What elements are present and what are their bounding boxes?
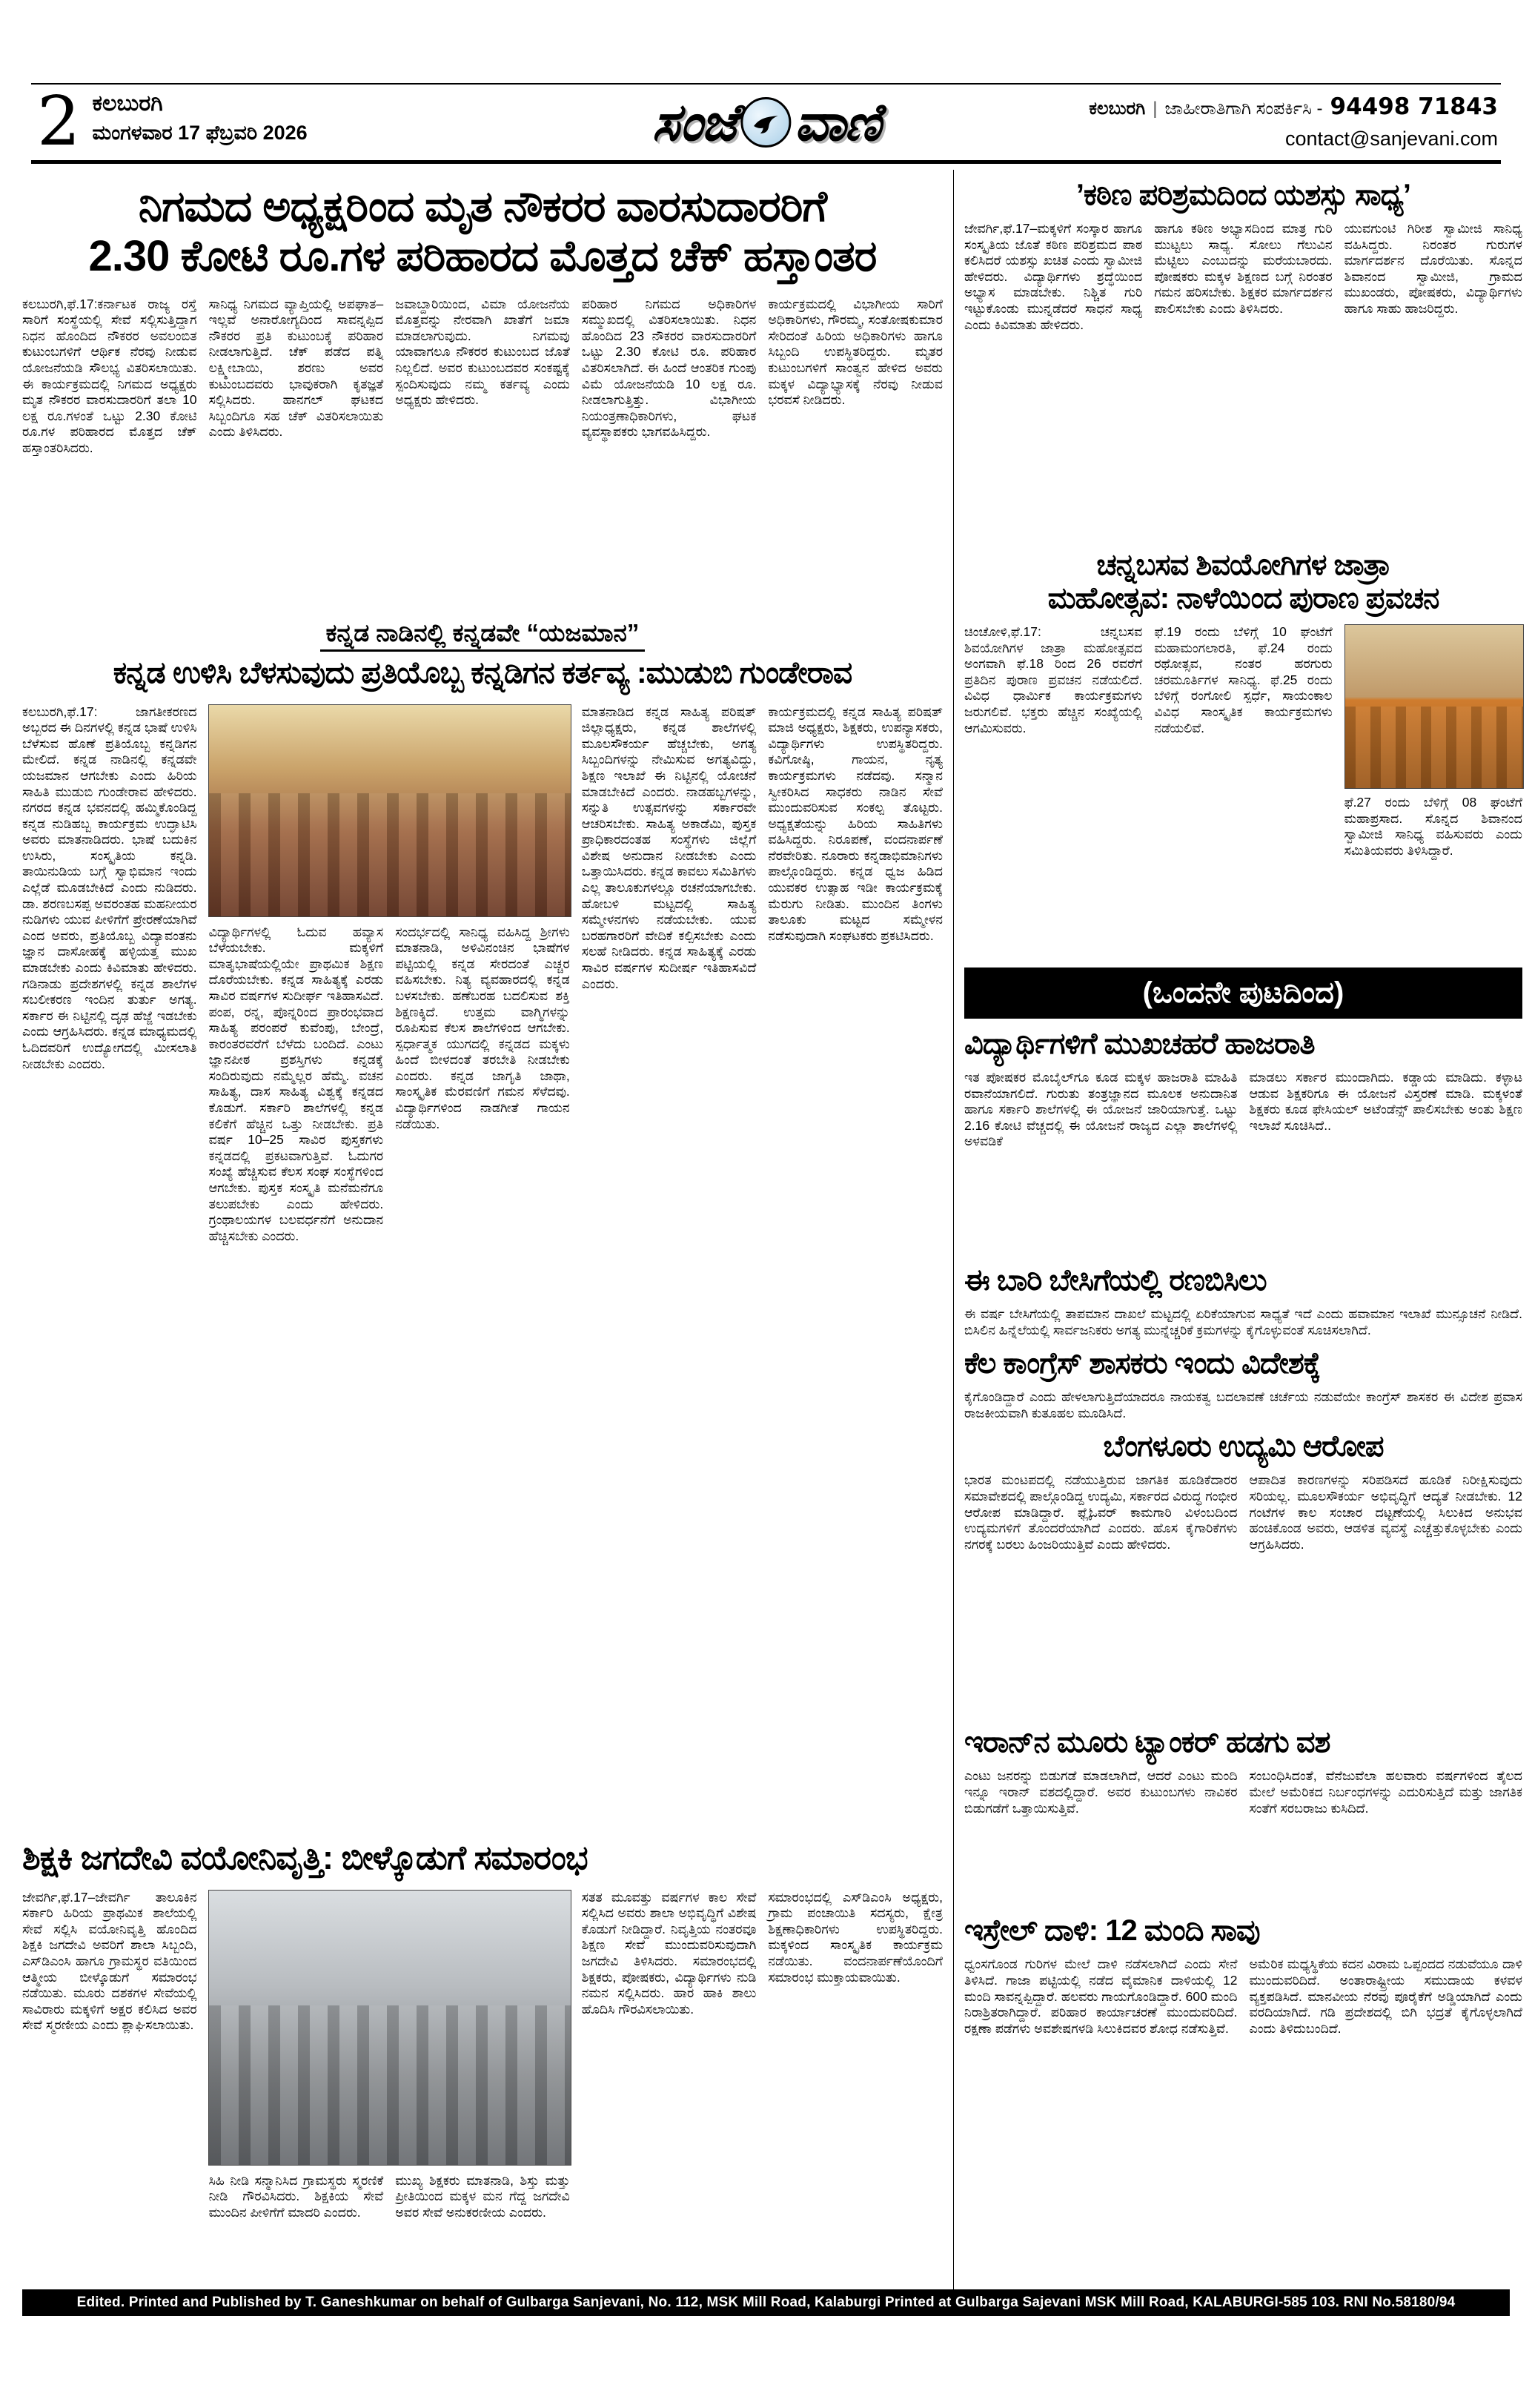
- article-success-body: [964, 221, 1522, 540]
- article-summer: [964, 1264, 1522, 1338]
- logo-text-right: ವಾಣಿ: [794, 93, 881, 151]
- article-column: ಜೇವರ್ಗಿ,ಫೆ.17–ಜೇವರ್ಗಿ ತಾಲೂಕಿನ ಸರ್ಕಾರಿ ಹಿರಿಯ ಪ್ರಾಥಮಿಕ ಶಾಲೆಯಲ್ಲಿ ಸೇವೆ ಸಲ್ಲಿಸಿ ವಯೋನಿವೃತ್ತಿ ಹೊಂದಿದ ಶಿಕ್ಷಕಿ ಜಗದೇವಿ ಅವರಿಗೆ ಶಾಲಾ ಸಿಬ್ಬಂದಿ, ಎಸ್‌ಡಿಎಂಸಿ ಹಾಗೂ ಗ್ರಾಮಸ್ಥರ ವತಿಯಿಂದ ಆತ್ಮೀಯ ಬೀಳ್ಕೊಡುಗೆ ಸಮಾರಂಭ ನಡೆಯಿತು. ಮೂರು ದಶಕಗಳ ಸೇವೆಯಲ್ಲಿ ಸಾವಿರಾರು ಮಕ್ಕಳಿಗೆ ಅಕ್ಷರ ಕಲಿಸಿದ ಅವರ ಸೇವೆ ಸ್ಮರಣೀಯ ಎಂದು ಶ್ಲಾಘಿಸಲಾಯಿತು.: [22, 1889, 197, 2033]
- article-compensation: [22, 182, 943, 597]
- article-attendance-body: [964, 1070, 1522, 1255]
- article-column: ಎಂಟು ಜನರನ್ನು ಬಿಡುಗಡೆ ಮಾಡಲಾಗಿದೆ, ಆದರೆ ಎಂಟು ಮಂದಿ ಇನ್ನೂ ಇರಾನ್ ವಶದಲ್ಲಿದ್ದಾರೆ. ಅವರ ಕುಟುಂಬಗಳು ನಾವಿಕರ ಬಿಡುಗಡೆಗೆ ಒತ್ತಾಯಿಸುತ್ತಿವೆ.: [964, 1768, 1238, 1816]
- headline-line-2: 2.30 ಕೋಟಿ ರೂ.ಗಳ ಪರಿಹಾರದ ಮೊತ್ತದ ಚೆಕ್ ಹಸ್ತಾಂತರ: [88, 232, 877, 281]
- masthead-left: [37, 82, 308, 161]
- article-column-with-photo: ಫೆ.27 ರಂದು ಬೆಳಿಗ್ಗೆ 08 ಘಂಟೆಗೆ ಮಹಾಪ್ರಸಾದ. ಸೊನ್ನದ ಶಿವಾನಂದ ಸ್ವಾಮೀಜಿ ಸಾನಿಧ್ಯ ವಹಿಸುವರು ಎಂದು ಸಮಿತಿಯವರು ತಿಳಿಸಿದ್ದಾರೆ.: [1344, 624, 1522, 954]
- article-success: [964, 179, 1522, 540]
- article-kannada-kicker: ಕನ್ನಡ ನಾಡಿನಲ್ಲಿ ಕನ್ನಡವೇ “ಯಜಮಾನ”: [22, 619, 943, 648]
- article-column: ಸಂಬಂಧಿಸಿದಂತೆ, ವೆನೆಜುವೆಲಾ ಹಲವಾರು ವರ್ಷಗಳಿಂದ ತೈಲದ ಮೇಲೆ ಅಮೆರಿಕದ ನಿರ್ಬಂಧಗಳನ್ನು ಎದುರಿಸುತ್ತಿದೆ ಮತ್ತು ಜಾಗತಿಕ ಸಂತೆಗೆ ಸರಬರಾಜು ಕುಸಿದಿದೆ.: [1249, 1768, 1522, 1816]
- article-column: ಮುಖ್ಯ ಶಿಕ್ಷಕರು ಮಾತನಾಡಿ, ಶಿಸ್ತು ಮತ್ತು ಪ್ರೀತಿಯಿಂದ ಮಕ್ಕಳ ಮನ ಗೆದ್ದ ಜಗದೇವಿ ಅವರ ಸೇವೆ ಅನುಕರಣೀಯ ಎಂದರು.: [395, 2172, 570, 2220]
- article-summer-headline: ಈ ಬಾರಿ ಬೇಸಿಗೆಯಲ್ಲಿ ರಣಬಿಸಿಲು: [964, 1264, 1267, 1297]
- article-bengaluru: [964, 1430, 1522, 1717]
- article-iran-body: [964, 1768, 1522, 1905]
- article-compensation-body: [22, 297, 943, 597]
- article-kannada-photo: [208, 704, 571, 917]
- contact-line: [1089, 93, 1498, 120]
- article-column: ಕಲಬುರಗಿ,ಫೆ.17:ಕರ್ನಾಟಕ ರಾಜ್ಯ ರಸ್ತೆ ಸಾರಿಗೆ ಸಂಸ್ಥೆಯಲ್ಲಿ ಸೇವೆ ಸಲ್ಲಿಸುತ್ತಿದ್ದಾಗ ನಿಧನ ಹೊಂದಿದ ನೌಕರರ ಅವಲಂಬಿತ ಕುಟುಂಬಗಳಿಗೆ ಆರ್ಥಿಕ ನೆರವು ನೀಡುವ ಯೋಜನೆಯಡಿ ಸೌಲಭ್ಯ ವಿತರಿಸಲಾಯಿತು. ಈ ಕಾರ್ಯಕ್ರಮದಲ್ಲಿ ನಿಗಮದ ಅಧ್ಯಕ್ಷರು ಮೃತ ನೌಕರರ ವಾರಸುದಾರರಿಗೆ ತಲಾ 10 ಲಕ್ಷ ರೂ.ಗಳಂತೆ ಒಟ್ಟು 2.30 ಕೋಟಿ ರೂ.ಗಳ ಪರಿಹಾರದ ಮೊತ್ತದ ಚೆಕ್ ಹಸ್ತಾಂತರಿಸಿದರು.: [22, 296, 197, 455]
- article-jatra-photo: [1344, 624, 1524, 789]
- contact-city: ಕಲಬುರಗಿ: [1089, 99, 1146, 119]
- article-column: ಮಾಡಲು ಸರ್ಕಾರ ಮುಂದಾಗಿದು. ಕಡ್ಡಾಯ ಮಾಡಿದು. ಕಳ್ಳಾಟ ಆಡುವ ಶಿಕ್ಷಕರಿಗೂ ಈ ಯೋಜನೆ ವಿಸ್ತರಣೆ ಮಾಡಿ. ಮಕ್ಕಳಂತೆ ಶಿಕ್ಷಕರು ಕೂಡ ಫೇಸಿಯಲ್ ಅಟೆಂಡೆನ್ಸ್ ಪಾಲಿಸಬೇಕು ಅಂತು ಶಿಕ್ಷಣ ಇಲಾಖೆ ಸೂಚಿಸಿದೆ..: [1249, 1070, 1522, 1133]
- article-column: ಸಂದರ್ಭದಲ್ಲಿ ಸಾನಿಧ್ಯ ವಹಿಸಿದ್ದ ಶ್ರೀಗಳು ಮಾತನಾಡಿ, ಅಳಿವಿನಂಚಿನ ಭಾಷೆಗಳ ಪಟ್ಟಿಯಲ್ಲಿ ಕನ್ನಡ ಸೇರದಂತೆ ಎಚ್ಚರ ವಹಿಸಬೇಕು. ನಿತ್ಯ ವ್ಯವಹಾರದಲ್ಲಿ ಕನ್ನಡ ಬಳಸಬೇಕು. ಹಣೆಬರಹ ಬದಲಿಸುವ ಶಕ್ತಿ ಶಿಕ್ಷಣಕ್ಕಿದೆ. ಉತ್ತಮ ವಾಗ್ಮಿಗಳನ್ನು ರೂಪಿಸುವ ಕೆಲಸ ಶಾಲೆಗಳಿಂದ ಆಗಬೇಕು. ಸ್ಪರ್ಧಾತ್ಮಕ ಯುಗದಲ್ಲಿ ಕನ್ನಡದ ಮಕ್ಕಳು ಹಿಂದೆ ಬೀಳದಂತೆ ತರಬೇತಿ ನೀಡಬೇಕು ಎಂದರು. ಕನ್ನಡ ಜಾಗೃತಿ ಜಾಥಾ, ಸಾಂಸ್ಕೃತಿಕ ಮೆರವಣಿಗೆ ಗಮನ ಸೆಳೆದವು. ವಿದ್ಯಾರ್ಥಿಗಳಿಂದ ನಾಡಗೀತೆ ಗಾಯನ ನಡೆಯಿತು.: [395, 924, 570, 1131]
- article-retirement: [22, 1839, 943, 2316]
- article-bengaluru-body: [964, 1472, 1522, 1717]
- article-column: ವಿದ್ಯಾರ್ಥಿಗಳಲ್ಲಿ ಓದುವ ಹವ್ಯಾಸ ಬೆಳೆಯಬೇಕು. ಮಕ್ಕಳಿಗೆ ಮಾತೃಭಾಷೆಯಲ್ಲಿಯೇ ಪ್ರಾಥಮಿಕ ಶಿಕ್ಷಣ ದೊರೆಯಬೇಕು. ಕನ್ನಡ ಸಾಹಿತ್ಯಕ್ಕೆ ಎರಡು ಸಾವಿರ ವರ್ಷಗಳ ಸುದೀರ್ಘ ಇತಿಹಾಸವಿದೆ. ಪಂಪ, ರನ್ನ, ಪೊನ್ನರಿಂದ ಪ್ರಾರಂಭವಾದ ಸಾಹಿತ್ಯ ಪರಂಪರೆ ಕುವೆಂಪು, ಬೇಂದ್ರೆ, ಕಾರಂತರವರೆಗೆ ಬೆಳೆದು ಬಂದಿದೆ. ಎಂಟು ಜ್ಞಾನಪೀಠ ಪ್ರಶಸ್ತಿಗಳು ಕನ್ನಡಕ್ಕೆ ಸಂದಿರುವುದು ನಮ್ಮೆಲ್ಲರ ಹೆಮ್ಮೆ. ವಚನ ಸಾಹಿತ್ಯ, ದಾಸ ಸಾಹಿತ್ಯ ವಿಶ್ವಕ್ಕೆ ಕನ್ನಡದ ಕೊಡುಗೆ. ಸರ್ಕಾರಿ ಶಾಲೆಗಳಲ್ಲಿ ಕನ್ನಡ ಕಲಿಕೆಗೆ ಹೆಚ್ಚಿನ ಒತ್ತು ನೀಡಬೇಕು. ಪ್ರತಿ ವರ್ಷ 10–25 ಸಾವಿರ ಪುಸ್ತಕಗಳು ಕನ್ನಡದಲ್ಲಿ ಪ್ರಕಟವಾಗುತ್ತಿವೆ. ಓದುಗರ ಸಂಖ್ಯೆ ಹೆಚ್ಚಿಸುವ ಕೆಲಸ ಸಂಘ ಸಂಸ್ಥೆಗಳಿಂದ ಆಗಬೇಕು. ಪುಸ್ತಕ ಸಂಸ್ಕೃತಿ ಮನೆಮನೆಗೂ ತಲುಪಬೇಕು ಎಂದು ಹೇಳಿದರು. ಗ್ರಂಥಾಲಯಗಳ ಬಲವರ್ಧನೆಗೆ ಅನುದಾನ ಹೆಚ್ಚಿಸಬೇಕು ಎಂದರು.: [208, 924, 384, 1243]
- article-column: ಜವಾಬ್ದಾರಿಯಿಂದ, ವಿಮಾ ಯೋಜನೆಯ ಮೊತ್ತವನ್ನು ನೇರವಾಗಿ ಖಾತೆಗೆ ಜಮಾ ಮಾಡಲಾಗುವುದು. ನಿಗಮವು ಯಾವಾಗಲೂ ನೌಕರರ ಕುಟುಂಬದ ಜೊತೆ ನಿಲ್ಲಲಿದೆ. ಅವರ ಕುಟುಂಬದವರ ಸಂಕಷ್ಟಕ್ಕೆ ಸ್ಪಂದಿಸುವುದು ನಮ್ಮ ಕರ್ತವ್ಯ ಎಂದು ಅಧ್ಯಕ್ಷರು ಹೇಳಿದರು.: [395, 296, 570, 408]
- headline-line-1: ನಿಗಮದ ಅಧ್ಯಕ್ಷರಿಂದ ಮೃತ ನೌಕರರ ವಾರಸುದಾರರಿಗೆ: [138, 182, 827, 231]
- logo-text-left: ಸಂಜೆ: [651, 93, 737, 151]
- article-jatra-headline: [964, 549, 1522, 615]
- article-jatra: [964, 549, 1522, 954]
- contact-phone: 94498 71843: [1330, 93, 1498, 120]
- article-kannada: [22, 619, 943, 1816]
- article-attendance-headline: ವಿದ್ಯಾರ್ಥಿಗಳಿಗೆ ಮುಖಚಹರೆ ಹಾಜರಾತಿ: [964, 1028, 1315, 1060]
- edition-date: ಮಂಗಳವಾರ 17 ಫೆಬ್ರವರಿ 2026: [92, 122, 308, 144]
- bird-icon: [740, 97, 791, 148]
- newspaper-logo: [651, 93, 881, 151]
- contact-separator: |: [1153, 99, 1158, 119]
- page-number: 2: [37, 82, 81, 161]
- article-iran-headline: ಇರಾನ್‌ನ ಮೂರು ಟ್ಯಾಂಕರ್ ಹಡಗು ವಶ: [964, 1726, 1330, 1759]
- article-success-headline: ’ಕಠಿಣ ಪರಿಶ್ರಮದಿಂದ ಯಶಸ್ಸು ಸಾಧ್ಯ’: [1075, 179, 1411, 211]
- top-margin: [0, 0, 1532, 83]
- masthead-contact: [1089, 93, 1498, 150]
- article-jatra-body: [964, 624, 1522, 954]
- article-retirement-photo: [208, 1890, 571, 2166]
- from-page-one-bar: (ಒಂದನೇ ಪುಟದಿಂದ): [964, 968, 1522, 1019]
- article-column: ಮಾತನಾಡಿದ ಕನ್ನಡ ಸಾಹಿತ್ಯ ಪರಿಷತ್ ಜಿಲ್ಲಾಧ್ಯಕ್ಷರು, ಕನ್ನಡ ಶಾಲೆಗಳಲ್ಲಿ ಮೂಲಸೌಕರ್ಯ ಹೆಚ್ಚಬೇಕು, ಅಗತ್ಯ ಸಿಬ್ಬಂದಿಗಳನ್ನು ನೇಮಿಸುವ ಅಗತ್ಯವಿದ್ದು, ಶಿಕ್ಷಣ ಇಲಾಖೆ ಈ ನಿಟ್ಟಿನಲ್ಲಿ ಯೋಚನೆ ಮಾಡಬೇಕಿದೆ ಎಂದರು. ನಾಡಹಬ್ಬಗಳನ್ನು, ಸನ್ನುತಿ ಉತ್ಸವಗಳನ್ನು ಸರ್ಕಾರವೇ ಆಚರಿಸಬೇಕು. ಸಾಹಿತ್ಯ ಅಕಾಡೆಮಿ, ಪುಸ್ತಕ ಪ್ರಾಧಿಕಾರದಂತಹ ಸಂಸ್ಥೆಗಳು ಜಿಲ್ಲೆಗೆ ವಿಶೇಷ ಅನುದಾನ ನೀಡಬೇಕು ಎಂದು ಒತ್ತಾಯಿಸಿದರು. ಕನ್ನಡ ಕಾವಲು ಸಮಿತಿಗಳು ಎಲ್ಲ ತಾಲೂಕುಗಳಲ್ಲೂ ರಚನೆಯಾಗಬೇಕು. ಹೋಬಳಿ ಮಟ್ಟದಲ್ಲಿ ಸಾಹಿತ್ಯ ಸಮ್ಮೇಳನಗಳು ನಡೆಯಬೇಕು. ಯುವ ಬರಹಗಾರರಿಗೆ ವೇದಿಕೆ ಕಲ್ಪಿಸಬೇಕು ಎಂದು ಸಲಹೆ ನೀಡಿದರು. ಕನ್ನಡ ಸಾಹಿತ್ಯಕ್ಕೆ ಎರಡು ಸಾವಿರ ವರ್ಷಗಳ ಸುದೀರ್ಷ ಇತಿಹಾಸವಿದೆ ಎಂದರು.: [581, 704, 757, 991]
- article-bengaluru-headline: ಬೆಂಗಳೂರು ಉದ್ಯಮಿ ಆರೋಪ: [1103, 1430, 1384, 1463]
- article-column: ಪರಿಹಾರ ನಿಗಮದ ಅಧಿಕಾರಿಗಳ ಸಮ್ಮುಖದಲ್ಲಿ ವಿತರಿಸಲಾಯಿತು. ನಿಧನ ಹೊಂದಿದ 23 ನೌಕರರ ವಾರಸುದಾರರಿಗೆ ಒಟ್ಟು 2.30 ಕೋಟಿ ರೂ. ಪರಿಹಾರ ವಿತರಿಸಲಾಗಿದೆ. ಈ ಹಿಂದೆ ಆಂತರಿಕ ಗುಂಪು ವಿಮೆ ಯೋಜನೆಯಡಿ 10 ಲಕ್ಷ ರೂ. ನೀಡಲಾಗುತ್ತಿತ್ತು. ವಿಭಾಗೀಯ ನಿಯಂತ್ರಣಾಧಿಕಾರಿಗಳು, ಘಟಕ ವ್ಯವಸ್ಥಾಪಕರು ಭಾಗವಹಿಸಿದ್ದರು.: [581, 296, 757, 440]
- article-column: ಫೆ.19 ರಂದು ಬೆಳಿಗ್ಗೆ 10 ಘಂಟೆಗೆ ಮಹಾಮಂಗಲಾರತಿ, ಫೆ.24 ರಂದು ರಥೋತ್ಸವ, ನಂತರ ಹರಗುರು ಚರಮೂರ್ತಿಗಳ ಸಾನಿಧ್ಯ. ಫೆ.25 ರಂದು ಬೆಳಿಗ್ಗೆ ರಂಗೋಲಿ ಸ್ಪರ್ಧೆ, ಸಾಯಂಕಾಲ ವಿವಿಧ ಸಾಂಸ್ಕೃತಿಕ ಕಾರ್ಯಕ್ರಮಗಳು ನಡೆಯಲಿವೆ.: [1154, 624, 1333, 735]
- article-israel: [964, 1914, 1522, 2301]
- imprint-bar: Edited. Printed and Published by T. Ganeshkumar on behalf of Gulbarga Sanjevani, No. 112, MSK Mill Road, Kalaburgi Printed at Gulbarga Sajevani MSK Mill Road, KALABURGI-585 103. RNI No.58180/94: [22, 2289, 1510, 2316]
- article-column: ಸಮಾರಂಭದಲ್ಲಿ ಎಸ್‌ಡಿಎಂಸಿ ಅಧ್ಯಕ್ಷರು, ಗ್ರಾಮ ಪಂಚಾಯಿತಿ ಸದಸ್ಯರು, ಕ್ಷೇತ್ರ ಶಿಕ್ಷಣಾಧಿಕಾರಿಗಳು ಉಪಸ್ಥಿತರಿದ್ದರು. ಮಕ್ಕಳಿಂದ ಸಾಂಸ್ಕೃತಿಕ ಕಾರ್ಯಕ್ರಮ ನಡೆಯಿತು. ವಂದನಾರ್ಪಣೆಯೊಂದಿಗೆ ಸಮಾರಂಭ ಮುಕ್ತಾಯವಾಯಿತು.: [768, 1889, 943, 1985]
- left-zone: [22, 170, 953, 2316]
- article-retirement-headline: ಶಿಕ್ಷಕಿ ಜಗದೇವಿ ವಯೋನಿವೃತ್ತಿ: ಬೀಳ್ಕೊಡುಗೆ ಸಮಾರಂಭ: [22, 1838, 588, 1876]
- article-column: ಕಾರ್ಯಕ್ರಮದಲ್ಲಿ ಕನ್ನಡ ಸಾಹಿತ್ಯ ಪರಿಷತ್ ಮಾಜಿ ಅಧ್ಯಕ್ಷರು, ಶಿಕ್ಷಕರು, ಉಪನ್ಯಾಸಕರು, ವಿದ್ಯಾರ್ಥಿಗಳು ಉಪಸ್ಥಿತರಿದ್ದರು. ಕವಿಗೋಷ್ಠಿ, ಗಾಯನ, ನೃತ್ಯ ಕಾರ್ಯಕ್ರಮಗಳು ನಡೆದವು. ಸನ್ಮಾನ ಸ್ವೀಕರಿಸಿದ ಸಾಧಕರು ನಾಡಿನ ಸೇವೆ ಮುಂದುವರಿಸುವ ಸಂಕಲ್ಪ ತೊಟ್ಟರು. ಅಧ್ಯಕ್ಷತೆಯನ್ನು ಹಿರಿಯ ಸಾಹಿತಿಗಳು ವಹಿಸಿದ್ದರು. ನಿರೂಪಣೆ, ವಂದನಾರ್ಪಣೆ ನೆರವೇರಿತು. ನೂರಾರು ಕನ್ನಡಾಭಿಮಾನಿಗಳು ಪಾಲ್ಗೊಂಡಿದ್ದರು. ಕನ್ನಡ ಧ್ವಜ ಹಿಡಿದ ಯುವಕರ ಉತ್ಸಾಹ ಇಡೀ ಕಾರ್ಯಕ್ರಮಕ್ಕೆ ಮೆರುಗು ನೀಡಿತು. ಮುಂದಿನ ತಿಂಗಳು ತಾಲೂಕು ಮಟ್ಟದ ಸಮ್ಮೇಳನ ನಡೆಸುವುದಾಗಿ ಸಂಘಟಕರು ಪ್ರಕಟಿಸಿದರು.: [768, 704, 943, 943]
- article-column: ಆಪಾದಿತ ಕಾರಣಗಳನ್ನು ಸರಿಪಡಿಸದೆ ಹೂಡಿಕೆ ನಿರೀಕ್ಷಿಸುವುದು ಸರಿಯಲ್ಲ. ಮೂಲಸೌಕರ್ಯ ಅಭಿವೃದ್ಧಿಗೆ ಆದ್ಯತೆ ನೀಡಬೇಕು. 12 ಗಂಟೆಗಳ ಕಾಲ ಸಂಚಾರ ದಟ್ಟಣೆಯಲ್ಲಿ ಸಿಲುಕಿದ ಅನುಭವ ಹಂಚಿಕೊಂಡ ಅವರು, ಆಡಳಿತ ವ್ಯವಸ್ಥೆ ಎಚ್ಚೆತ್ತುಕೊಳ್ಳಬೇಕು ಎಂದು ಆಗ್ರಹಿಸಿದರು.: [1249, 1472, 1522, 1552]
- article-column: ಧ್ವಂಸಗೊಂಡ ಗುರಿಗಳ ಮೇಲೆ ದಾಳಿ ನಡೆಸಲಾಗಿದೆ ಎಂದು ಸೇನೆ ತಿಳಿಸಿದೆ. ಗಾಜಾ ಪಟ್ಟಿಯಲ್ಲಿ ನಡೆದ ವೈಮಾನಿಕ ದಾಳಿಯಲ್ಲಿ 12 ಮಂದಿ ಸಾವನ್ನಪ್ಪಿದ್ದಾರೆ. ಹಲವರು ಗಾಯಗೊಂಡಿದ್ದಾರೆ. 600 ಮಂದಿ ನಿರಾಶ್ರಿತರಾಗಿದ್ದಾರೆ. ಪರಿಹಾರ ಕಾರ್ಯಾಚರಣೆ ಮುಂದುವರಿದಿದೆ. ರಕ್ಷಣಾ ಪಡೆಗಳು ಅವಶೇಷಗಳಡಿ ಸಿಲುಕಿದವರ ಶೋಧ ನಡೆಸುತ್ತಿವೆ.: [964, 1956, 1238, 2036]
- article-kannada-body: [22, 704, 943, 1816]
- article-israel-headline: ಇಸ್ರೇಲ್ ದಾಳಿ: 12 ಮಂದಿ ಸಾವು: [964, 1914, 1260, 1948]
- article-column: ಇತ ಪೋಷಕರ ಮೊಬೈಲ್‌ಗೂ ಕೂಡ ಮಕ್ಕಳ ಹಾಜರಾತಿ ಮಾಹಿತಿ ರವಾನೆಯಾಗಲಿದೆ. ಗುರುತು ತಂತ್ರಜ್ಞಾನದ ಮೂಲಕ ಅನುದಾನಿತ ಹಾಗೂ ಸರ್ಕಾರಿ ಶಾಲೆಗಳಲ್ಲಿ ಈ ಯೋಜನೆ ಜಾರಿಯಾಗುತ್ತೆ. ಒಟ್ಟು 2.16 ಕೋಟಿ ವೆಚ್ಚದಲ್ಲಿ ಈ ಯೋಜನೆ ರಾಜ್ಯದ ಎಲ್ಲಾ ಶಾಲೆಗಳಲ್ಲಿ ಅಳವಡಿಕೆ: [964, 1070, 1238, 1149]
- headline-line-2: ಮಹೋತ್ಸವ: ನಾಳೆಯಿಂದ ಪುರಾಣ ಪ್ರವಚನ: [1047, 582, 1439, 615]
- article-column: ಜೇವರ್ಗಿ,ಫೆ.17–ಮಕ್ಕಳಿಗೆ ಸಂಸ್ಕಾರ ಹಾಗೂ ಸಂಸ್ಕೃತಿಯ ಜೊತೆ ಕಠಿಣ ಪರಿಶ್ರಮದ ಪಾಠ ಕಲಿಸಿದರೆ ಯಶಸ್ಸು ಖಚಿತ ಎಂದು ಸ್ವಾಮೀಜಿ ಹೇಳಿದರು. ವಿದ್ಯಾರ್ಥಿಗಳು ಶ್ರದ್ಧೆಯಿಂದ ಅಭ್ಯಾಸ ಮಾಡಬೇಕು. ನಿಶ್ಚಿತ ಗುರಿ ಇಟ್ಟುಕೊಂಡು ಮುನ್ನಡೆದರೆ ಸಾಧನೆ ಸಾಧ್ಯ ಎಂದು ಕಿವಿಮಾತು ಹೇಳಿದರು.: [964, 221, 1143, 332]
- contact-email: contact@sanjevani.com: [1284, 128, 1498, 150]
- city-date-block: [93, 89, 308, 145]
- article-iran: [964, 1726, 1522, 1905]
- article-column: ಕಲಬುರಗಿ,ಫೆ.17: ಜಾಗತೀಕರಣದ ಅಬ್ಬರದ ಈ ದಿನಗಳಲ್ಲಿ ಕನ್ನಡ ಭಾಷೆ ಉಳಿಸಿ ಬೆಳೆಸುವ ಹೊಣೆ ಪ್ರತಿಯೊಬ್ಬ ಕನ್ನಡಿಗನ ಮೇಲಿದೆ. ಕನ್ನಡ ನಾಡಿನಲ್ಲಿ ಕನ್ನಡವೇ ಯಜಮಾನ ಆಗಬೇಕು ಎಂದು ಹಿರಿಯ ಸಾಹಿತಿ ಮುಡುಬಿ ಗುಂಡೇರಾವ ಹೇಳಿದರು. ನಗರದ ಕನ್ನಡ ಭವನದಲ್ಲಿ ಹಮ್ಮಿಕೊಂಡಿದ್ದ ಕನ್ನಡ ನುಡಿಹಬ್ಬ ಕಾರ್ಯಕ್ರಮ ಉದ್ಘಾಟಿಸಿ ಅವರು ಮಾತನಾಡಿದರು. ಭಾಷೆ ಬದುಕಿನ ಉಸಿರು, ಸಂಸ್ಕೃತಿಯ ಕನ್ನಡಿ. ತಾಯಿನುಡಿಯ ಬಗ್ಗೆ ಸ್ವಾಭಿಮಾನ ಇಂದು ಎಲ್ಲೆಡೆ ಮೂಡಬೇಕಿದೆ ಎಂದು ನುಡಿದರು. ಡಾ. ಶರಣಬಸಪ್ಪ ಅವರಂತಹ ಮಹನೀಯರ ನುಡಿಗಳು ಯುವ ಪೀಳಿಗೆಗೆ ಪ್ರೇರಣೆಯಾಗಿವೆ ಎಂದ ಅವರು, ಪ್ರತಿಯೊಬ್ಬ ವಿದ್ಯಾವಂತನು ಜ್ಞಾನ ದಾಸೋಹಕ್ಕೆ ಹಳ್ಳಿಯತ್ತ ಮುಖ ಮಾಡಬೇಕು ಎಂದು ಕಿವಿಮಾತು ಹೇಳಿದರು. ಗಡಿನಾಡು ಪ್ರದೇಶಗಳಲ್ಲಿ ಕನ್ನಡ ಶಾಲೆಗಳ ಸಬಲೀಕರಣ ಇಂದಿನ ತುರ್ತು ಅಗತ್ಯ. ಸರ್ಕಾರ ಈ ನಿಟ್ಟಿನಲ್ಲಿ ದೃಢ ಹೆಜ್ಜೆ ಇಡಬೇಕು ಎಂದು ಆಗ್ರಹಿಸಿದರು. ಕನ್ನಡ ಮಾಧ್ಯಮದಲ್ಲಿ ಓದಿದವರಿಗೆ ಉದ್ಯೋಗದಲ್ಲಿ ಮೀಸಲಾತಿ ನೀಡಬೇಕು ಎಂದರು.: [22, 704, 197, 1071]
- article-israel-body: [964, 1956, 1522, 2301]
- headline-line-1: ಚನ್ನಬಸವ ಶಿವಯೋಗಿಗಳ ಜಾತ್ರಾ: [1096, 549, 1390, 581]
- article-column: ಭಾರತ ಮಂಟಪದಲ್ಲಿ ನಡೆಯುತ್ತಿರುವ ಜಾಗತಿಕ ಹೂಡಿಕೆದಾರರ ಸಮಾವೇಶದಲ್ಲಿ ಪಾಲ್ಗೊಂಡಿದ್ದ ಉದ್ಯಮಿ, ಸರ್ಕಾರದ ವಿರುದ್ಧ ಗಂಭೀರ ಆರೋಪ ಮಾಡಿದ್ದಾರೆ. ಫ್ಲೈಓವರ್ ಕಾಮಗಾರಿ ವಿಳಂಬದಿಂದ ಉದ್ಯಮಗಳಿಗೆ ತೊಂದರೆಯಾಗಿದೆ ಎಂದರು. ಹೊಸ ಕೈಗಾರಿಕೆಗಳು ನಗರಕ್ಕೆ ಬರಲು ಹಿಂಜರಿಯುತ್ತಿವೆ ಎಂದು ಹೇಳಿದರು.: [964, 1472, 1238, 1552]
- article-attendance: [964, 1028, 1522, 1255]
- right-zone: [953, 170, 1522, 2316]
- article-kannada-headline: ಕನ್ನಡ ಉಳಿಸಿ ಬೆಳಸುವುದು ಪ್ರತಿಯೊಬ್ಬ ಕನ್ನಡಿಗನ ಕರ್ತವ್ಯ :ಮುಡುಬಿ ಗುಂಡೇರಾವ: [113, 655, 852, 689]
- article-column: ಅಮೆರಿಕ ಮಧ್ಯಸ್ಥಿಕೆಯ ಕದನ ವಿರಾಮ ಒಪ್ಪಂದದ ನಡುವೆಯೂ ದಾಳಿ ಮುಂದುವರಿದಿದೆ. ಅಂತಾರಾಷ್ಟ್ರೀಯ ಸಮುದಾಯ ಕಳವಳ ವ್ಯಕ್ತಪಡಿಸಿದೆ. ಮಾನವೀಯ ನೆರವು ಪೂರೈಕೆಗೆ ಅಡ್ಡಿಯಾಗಿದೆ ಎಂದು ವರದಿಯಾಗಿದೆ. ಗಡಿ ಪ್ರದೇಶದಲ್ಲಿ ಬಿಗಿ ಭದ್ರತೆ ಕೈಗೊಳ್ಳಲಾಗಿದೆ ಎಂದು ತಿಳಿದುಬಂದಿದೆ.: [1249, 1956, 1522, 2036]
- article-column: ಕಾರ್ಯಕ್ರಮದಲ್ಲಿ ವಿಭಾಗೀಯ ಸಾರಿಗೆ ಅಧಿಕಾರಿಗಳು, ಗೌರಮ್ಮ, ಸಂತೋಷಕುಮಾರ ಸೇರಿದಂತೆ ಹಿರಿಯ ಅಧಿಕಾರಿಗಳು ಹಾಗೂ ಸಿಬ್ಬಂದಿ ಉಪಸ್ಥಿತರಿದ್ದರು. ಮೃತರ ಕುಟುಂಬಗಳಿಗೆ ಸಾಂತ್ವನ ಹೇಳಿದ ಅವರು ಮಕ್ಕಳ ವಿದ್ಯಾಭ್ಯಾಸಕ್ಕೆ ನೆರವು ನೀಡುವ ಭರವಸೆ ನೀಡಿದರು.: [768, 296, 943, 408]
- article-congress: [964, 1347, 1522, 1421]
- article-column: ಯುವಗುಂಟಿ ಗಿರೀಶ ಸ್ವಾಮೀಜಿ ಸಾನಿಧ್ಯ ವಹಿಸಿದ್ದರು. ನಿರಂತರ ಗುರುಗಳ ಮಾರ್ಗದರ್ಶನ ದೊರೆಯಿತು. ಸೊನ್ನದ ಶಿವಾನಂದ ಸ್ವಾಮೀಜಿ, ಗ್ರಾಮದ ಮುಖಂಡರು, ಪೋಷಕರು, ವಿದ್ಯಾರ್ಥಿಗಳು ಹಾಗೂ ಸಾಹು ಹಾಜರಿದ್ದರು.: [1344, 221, 1522, 316]
- edition-city: ಕಲಬುರಗಿ: [92, 91, 163, 116]
- page-content: [22, 170, 1522, 2316]
- contact-label: ಜಾಹೀರಾತಿಗಾಗಿ ಸಂಪರ್ಕಿಸಿ -: [1164, 99, 1323, 119]
- article-congress-body: ಕೈಗೊಂಡಿದ್ದಾರೆ ಎಂದು ಹೇಳಲಾಗುತ್ತಿದೆಯಾದರೂ ನಾಯಕತ್ವ ಬದಲಾವಣೆ ಚರ್ಚೆಯ ನಡುವೆಯೇ ಕಾಂಗ್ರೆಸ್ ಶಾಸಕರ ಈ ವಿದೇಶ ಪ್ರವಾಸ ರಾಜಕೀಯವಾಗಿ ಕುತೂಹಲ ಮೂಡಿಸಿದೆ.: [964, 1389, 1522, 1420]
- masthead: [31, 83, 1501, 164]
- article-retirement-body: [22, 1890, 943, 2316]
- article-column: ಹಾಗೂ ಕಠಿಣ ಅಭ್ಯಾಸದಿಂದ ಮಾತ್ರ ಗುರಿ ಮುಟ್ಟಲು ಸಾಧ್ಯ. ಸೋಲು ಗೆಲುವಿನ ಮೆಟ್ಟಿಲು ಎಂಬುದನ್ನು ಮರೆಯಬಾರದು. ಪೋಷಕರು ಮಕ್ಕಳ ಶಿಕ್ಷಣದ ಬಗ್ಗೆ ನಿರಂತರ ಗಮನ ಹರಿಸಬೇಕು. ಶಿಕ್ಷಕರ ಮಾರ್ಗದರ್ಶನ ಪಾಲಿಸಬೇಕು ಎಂದು ತಿಳಿಸಿದರು.: [1154, 221, 1333, 316]
- article-summer-body: ಈ ವರ್ಷ ಬೇಸಿಗೆಯಲ್ಲಿ ತಾಪಮಾನ ದಾಖಲೆ ಮಟ್ಟದಲ್ಲಿ ಏರಿಕೆಯಾಗುವ ಸಾಧ್ಯತೆ ಇದೆ ಎಂದು ಹವಾಮಾನ ಇಲಾಖೆ ಮುನ್ಸೂಚನೆ ನೀಡಿದೆ. ಬಿಸಿಲಿನ ಹಿನ್ನೆಲೆಯಲ್ಲಿ ಸಾರ್ವಜನಿಕರು ಅಗತ್ಯ ಮುನ್ನೆಚ್ಚರಿಕೆ ಕ್ರಮಗಳನ್ನು ಕೈಗೊಳ್ಳುವಂತೆ ಸೂಚಿಸಲಾಗಿದೆ.: [964, 1306, 1522, 1337]
- article-column: ಸಿಹಿ ನೀಡಿ ಸನ್ಮಾನಿಸಿದ ಗ್ರಾಮಸ್ಥರು ಸ್ಮರಣಿಕೆ ನೀಡಿ ಗೌರವಿಸಿದರು. ಶಿಕ್ಷಕಿಯ ಸೇವೆ ಮುಂದಿನ ಪೀಳಿಗೆಗೆ ಮಾದರಿ ಎಂದರು.: [208, 2172, 384, 2220]
- article-congress-headline: ಕೆಲ ಕಾಂಗ್ರೆಸ್ ಶಾಸಕರು ಇಂದು ವಿದೇಶಕ್ಕೆ: [964, 1347, 1321, 1380]
- article-column: ಸತತ ಮೂವತ್ತು ವರ್ಷಗಳ ಕಾಲ ಸೇವೆ ಸಲ್ಲಿಸಿದ ಅವರು ಶಾಲಾ ಅಭಿವೃದ್ಧಿಗೆ ವಿಶೇಷ ಕೊಡುಗೆ ನೀಡಿದ್ದಾರೆ. ನಿವೃತ್ತಿಯ ನಂತರವೂ ಶಿಕ್ಷಣ ಸೇವೆ ಮುಂದುವರಿಸುವುದಾಗಿ ಜಗದೇವಿ ತಿಳಿಸಿದರು. ಸಮಾರಂಭದಲ್ಲಿ ಶಿಕ್ಷಕರು, ಪೋಷಕರು, ವಿದ್ಯಾರ್ಥಿಗಳು ನುಡಿ ನಮನ ಸಲ್ಲಿಸಿದರು. ಹಾರ ಹಾಕಿ ಶಾಲು ಹೊದಿಸಿ ಗೌರವಿಸಲಾಯಿತು.: [581, 1889, 757, 2017]
- article-column: ಸಾನಿಧ್ಯ ನಿಗಮದ ವ್ಯಾಪ್ತಿಯಲ್ಲಿ ಅಪಘಾತ–ಇಲ್ಲವೆ ಅನಾರೋಗ್ಯದಿಂದ ಸಾವನ್ನಪ್ಪಿದ ನೌಕರರ ಪ್ರತಿ ಕುಟುಂಬಕ್ಕೆ ಪರಿಹಾರ ನೀಡಲಾಗುತ್ತಿದೆ. ಚೆಕ್ ಪಡೆದ ಪತ್ನಿ ಲಕ್ಷ್ಮೀಬಾಯಿ, ಶರಣು ಅವರ ಕುಟುಂಬದವರು ಭಾವುಕರಾಗಿ ಕೃತಜ್ಞತೆ ಸಲ್ಲಿಸಿದರು. ಹಾನಗಲ್ ಘಟಕದ ಸಿಬ್ಬಂದಿಗೂ ಸಹ ಚೆಕ್ ವಿತರಿಸಲಾಯಿತು ಎಂದು ತಿಳಿಸಿದರು.: [208, 296, 384, 440]
- article-column: ಚಿಂಚೋಳಿ,ಫೆ.17: ಚನ್ನಬಸವ ಶಿವಯೋಗಿಗಳ ಜಾತ್ರಾ ಮಹೋತ್ಸವದ ಅಂಗವಾಗಿ ಫೆ.18 ರಿಂದ 26 ರವರೆಗೆ ಪ್ರತಿದಿನ ಪುರಾಣ ಪ್ರವಚನ ನಡೆಯಲಿದೆ. ವಿವಿಧ ಧಾರ್ಮಿಕ ಕಾರ್ಯಕ್ರಮಗಳು ಜರುಗಲಿವೆ. ಭಕ್ತರು ಹೆಚ್ಚಿನ ಸಂಖ್ಯೆಯಲ್ಲಿ ಆಗಮಿಸುವರು.: [964, 624, 1143, 735]
- article-compensation-headline: [22, 182, 943, 282]
